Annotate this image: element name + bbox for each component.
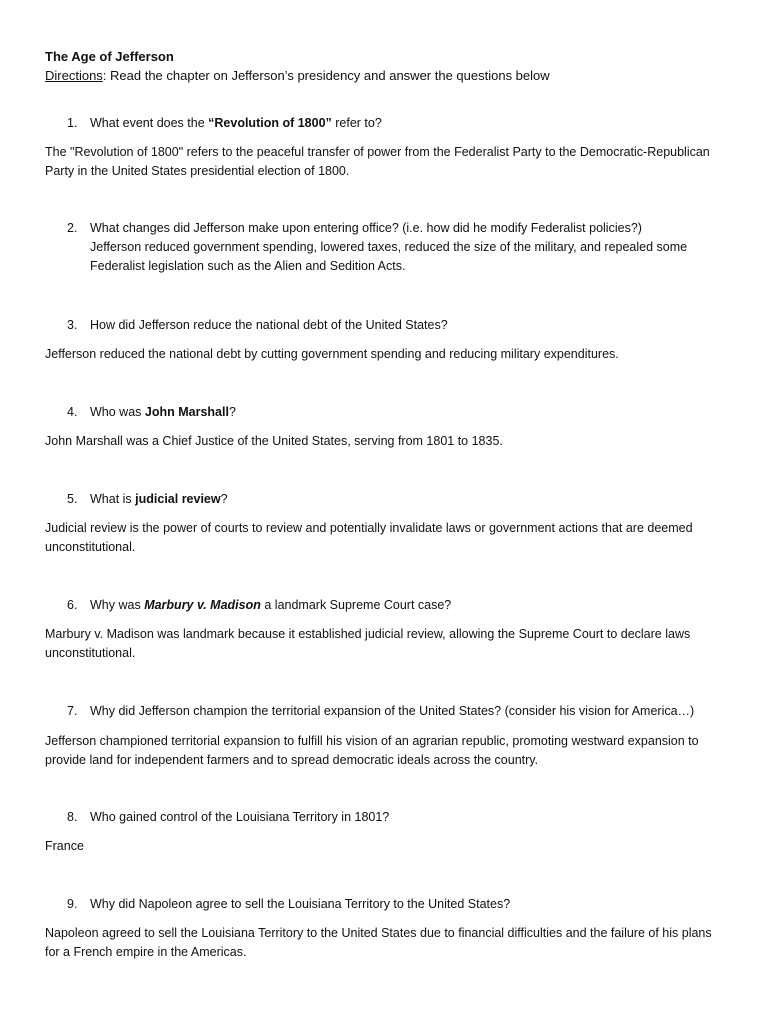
directions-text: : Read the chapter on Jefferson’s presidency and answer the questions below <box>102 68 550 83</box>
question-text: Why did Jefferson champion the territorial expansion of the United States? (consider his vision for America…) <box>90 704 695 718</box>
question-number: 9. <box>67 897 78 911</box>
question-emphasis: judicial review <box>135 492 221 506</box>
question-text: Who was <box>90 405 145 419</box>
question-number: 1. <box>67 116 78 130</box>
question-3 <box>67 316 727 335</box>
directions-label: Directions <box>45 68 103 83</box>
question-number: 5. <box>67 492 78 506</box>
question-text-end: ? <box>228 405 236 419</box>
question-4 <box>67 403 727 422</box>
question-text: How did Jefferson reduce the national debt of the United States? <box>90 318 448 332</box>
question-number: 2. <box>67 221 78 235</box>
question-9 <box>67 895 727 914</box>
answer-8: France <box>45 839 84 853</box>
question-emphasis: “Revolution of 1800” <box>208 116 332 130</box>
question-2 <box>67 219 727 238</box>
question-number: 7. <box>67 704 78 718</box>
question-number: 4. <box>67 405 78 419</box>
answer-3: Jefferson reduced the national debt by cutting government spending and reducing military expenditures. <box>45 347 619 361</box>
directions <box>45 66 550 85</box>
answer-2: Jefferson reduced government spending, lowered taxes, reduced the size of the military, and repealed some Federalist legislation such as the Alien and Sedition Acts. <box>90 240 688 273</box>
answer-5: Judicial review is the power of courts to review and potentially invalidate laws or government actions that are deemed unconstitutional. <box>45 521 693 554</box>
question-6 <box>67 596 727 615</box>
answer-9: Napoleon agreed to sell the Louisiana Territory to the United States due to financial difficulties and the failure of his plans for a French empire in the Americas. <box>45 926 712 959</box>
question-text: Why was <box>90 598 145 612</box>
question-text-end: refer to? <box>331 116 382 130</box>
question-text: What is <box>90 492 136 506</box>
question-number: 8. <box>67 810 78 824</box>
question-7 <box>67 702 727 721</box>
question-emphasis: Marbury v. Madison <box>144 598 261 612</box>
question-text-end: ? <box>220 492 228 506</box>
document-title: The Age of Jefferson <box>45 49 174 64</box>
answer-6: Marbury v. Madison was landmark because it established judicial review, allowing the Supreme Court to declare laws unconstitutional. <box>45 627 691 660</box>
answer-1: The "Revolution of 1800" refers to the peaceful transfer of power from the Federalist Party to the Democratic-Republican Party in the United States presidential election of 1800. <box>45 145 710 178</box>
question-text: What event does the <box>90 116 209 130</box>
question-5 <box>67 490 727 509</box>
question-emphasis: John Marshall <box>144 405 229 419</box>
question-8 <box>67 808 727 827</box>
question-number: 6. <box>67 598 78 612</box>
answer-4: John Marshall was a Chief Justice of the United States, serving from 1801 to 1835. <box>45 434 503 448</box>
question-text: Who gained control of the Louisiana Territory in 1801? <box>90 810 390 824</box>
question-number: 3. <box>67 318 78 332</box>
question-1 <box>67 114 727 133</box>
question-text-end: a landmark Supreme Court case? <box>260 598 452 612</box>
answer-7: Jefferson championed territorial expansion to fulfill his vision of an agrarian republic, promoting westward expansion to provide land for independent farmers and to spread democratic ideals across the country. <box>45 734 699 767</box>
question-text: Why did Napoleon agree to sell the Louisiana Territory to the United States? <box>90 897 511 911</box>
question-text: What changes did Jefferson make upon entering office? (i.e. how did he modify Federalist policies?) <box>90 221 642 235</box>
